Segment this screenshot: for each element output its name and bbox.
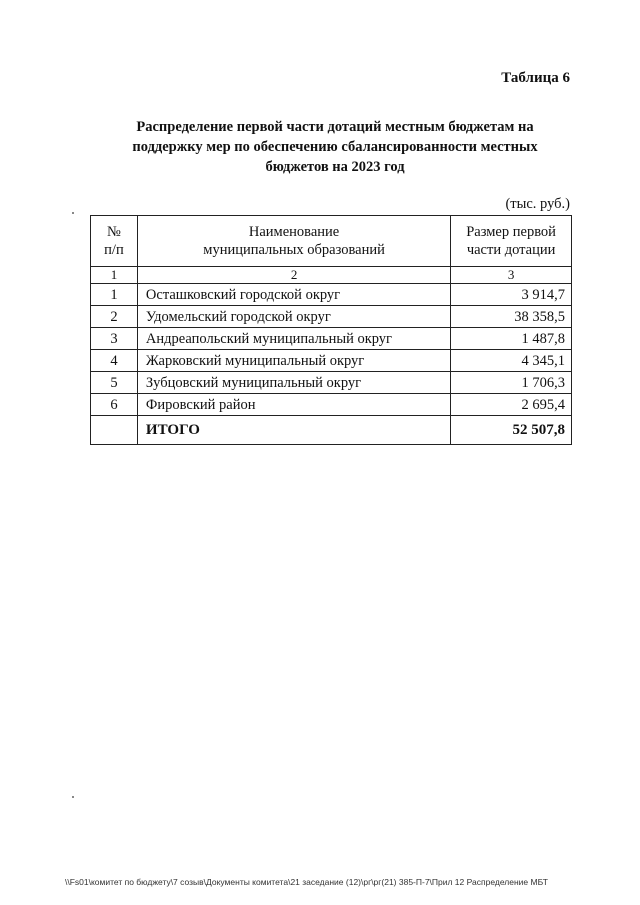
row-value: 1 706,3 bbox=[451, 372, 572, 394]
header-amount: Размер первой части дотации bbox=[451, 216, 572, 267]
row-name: Андреапольский муниципальный округ bbox=[137, 328, 450, 350]
row-number: 2 bbox=[91, 306, 138, 328]
units-label: (тыс. руб.) bbox=[505, 196, 570, 212]
total-value: 52 507,8 bbox=[451, 416, 572, 445]
total-label: ИТОГО bbox=[137, 416, 450, 445]
column-number-row bbox=[91, 267, 572, 284]
table-row bbox=[91, 394, 572, 416]
row-number: 3 bbox=[91, 328, 138, 350]
row-name: Зубцовский муниципальный округ bbox=[137, 372, 450, 394]
row-value: 1 487,8 bbox=[451, 328, 572, 350]
subsidy-table bbox=[90, 215, 572, 445]
column-number: 1 bbox=[91, 267, 138, 284]
title-line: бюджетов на 2023 год bbox=[265, 159, 405, 175]
total-empty-cell bbox=[91, 416, 138, 445]
title-line: Распределение первой части дотаций местным бюджетам на bbox=[136, 119, 534, 135]
row-value: 38 358,5 bbox=[451, 306, 572, 328]
row-name: Жарковский муниципальный округ bbox=[137, 350, 450, 372]
header-name: Наименование муниципальных образований bbox=[137, 216, 450, 267]
column-number: 3 bbox=[451, 267, 572, 284]
row-number: 5 bbox=[91, 372, 138, 394]
row-name: Осташковский городской округ bbox=[137, 284, 450, 306]
scan-speck bbox=[72, 796, 74, 798]
table-number-label: Таблица 6 bbox=[501, 70, 570, 86]
table-header-row bbox=[91, 216, 572, 267]
table-row bbox=[91, 350, 572, 372]
row-value: 4 345,1 bbox=[451, 350, 572, 372]
table-row bbox=[91, 306, 572, 328]
row-name: Удомельский городской округ bbox=[137, 306, 450, 328]
table-row bbox=[91, 328, 572, 350]
row-number: 1 bbox=[91, 284, 138, 306]
row-value: 3 914,7 bbox=[451, 284, 572, 306]
total-row bbox=[91, 416, 572, 445]
file-path-footer: \\Fs01\комитет по бюджету\7 созыв\Документы комитета\21 заседание (12)\рг\рг(21) 385-П-7\Прил 12 Распределение МБТ bbox=[65, 877, 548, 887]
title-line: поддержку мер по обеспечению сбалансированности местных bbox=[132, 139, 538, 155]
scan-speck bbox=[72, 212, 74, 214]
row-value: 2 695,4 bbox=[451, 394, 572, 416]
table-row bbox=[91, 372, 572, 394]
document-title bbox=[100, 117, 570, 177]
column-number: 2 bbox=[137, 267, 450, 284]
header-number: № п/п bbox=[91, 216, 138, 267]
row-number: 6 bbox=[91, 394, 138, 416]
table-row bbox=[91, 284, 572, 306]
row-number: 4 bbox=[91, 350, 138, 372]
row-name: Фировский район bbox=[137, 394, 450, 416]
